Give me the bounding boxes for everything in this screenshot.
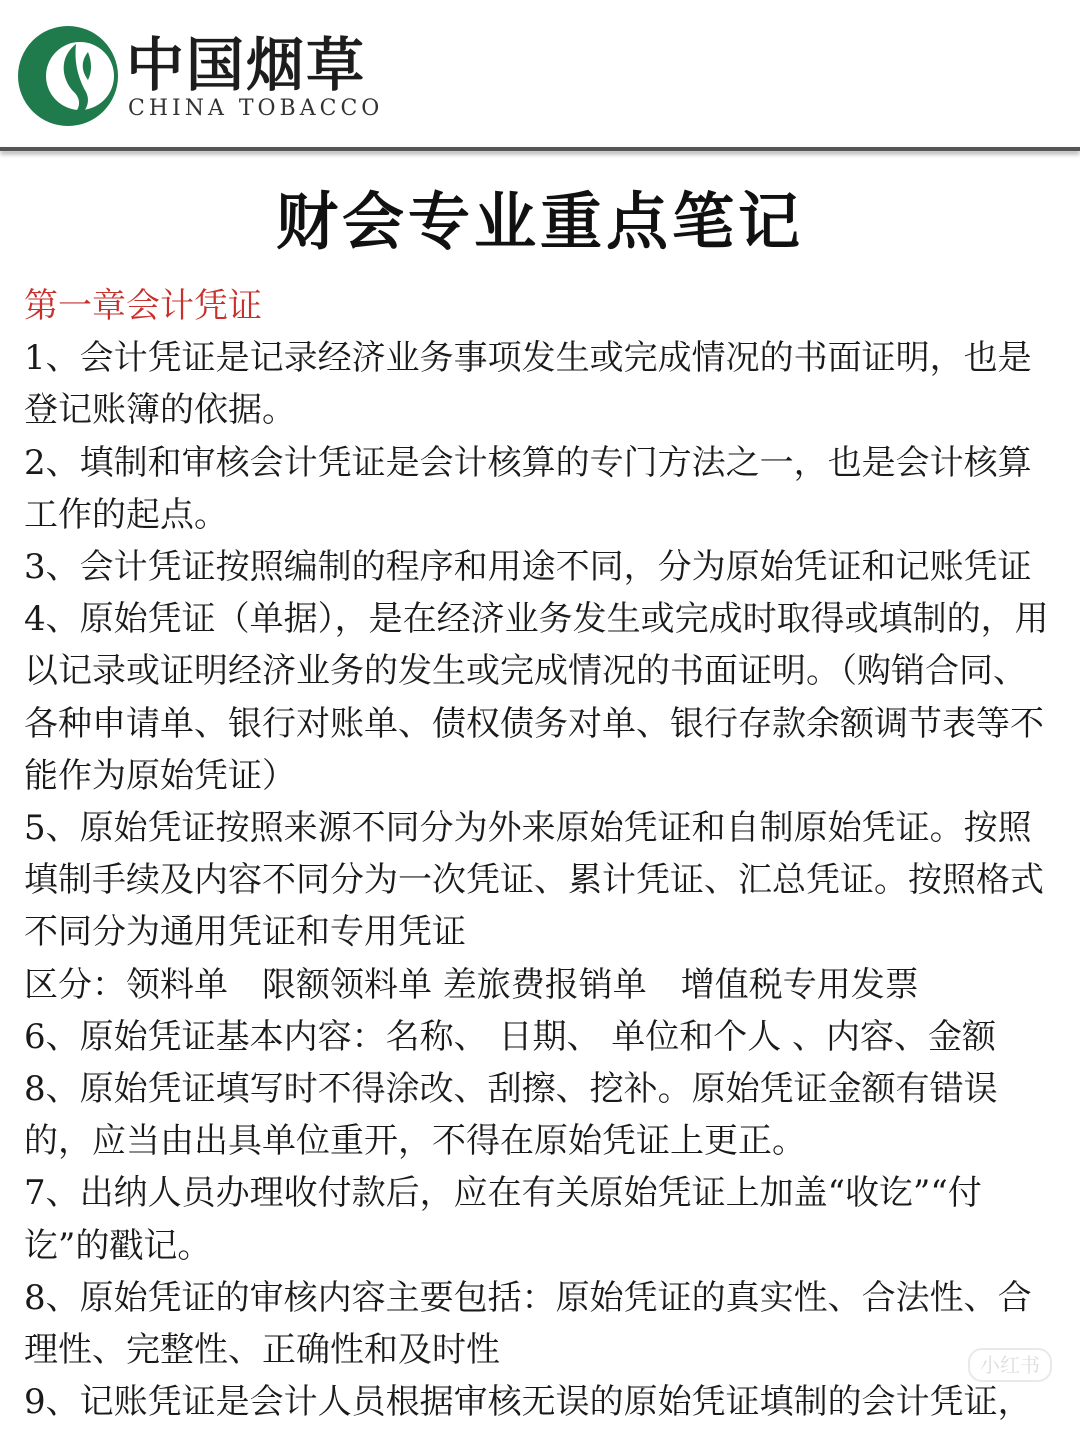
note-paragraph: 6、原始凭证基本内容：名称、 日期、 单位和个人 、内容、金额 [24,1016,997,1057]
header-divider [0,147,1080,151]
page-title: 财会专业重点笔记 [275,185,804,258]
note-paragraph: 8、原始凭证填写时不得涂改、刮擦、挖补。原始凭证金额有错误的，应当由出具单位重开，不得在原始凭证上更正。 [24,1069,998,1162]
chapter-heading: 第一章会计凭证 [24,286,262,326]
notes-body [24,280,1056,1428]
watermark-badge: 小红书 [968,1348,1052,1382]
brand-name-en: CHINA TOBACCO [128,96,384,121]
note-paragraph: 7、出纳人员办理收付款后，应在有关原始凭证上加盖“收讫”“付讫”的戳记。 [24,1173,982,1266]
note-paragraph: 4、原始凭证（单据），是在经济业务发生或完成时取得或填制的，用以记录或证明经济业务的发生或完成情况的书面证明。（购销合同、各种申请单、银行对账单、债权债务对单、银行存款余额调节表等不能作为原始凭证） [24,599,1049,796]
page-header [0,0,1080,150]
note-paragraph: 5、原始凭证按照来源不同分为外来原始凭证和自制原始凭证。按照填制手续及内容不同分为一次凭证、累计凭证、汇总凭证。按照格式不同分为通用凭证和专用凭证 [24,808,1044,953]
note-paragraph: 2、填制和审核会计凭证是会计核算的专门方法之一，也是会计核算工作的起点。 [24,442,1032,535]
note-paragraph: 9、记账凭证是会计人员根据审核无误的原始凭证填制的会计凭证， [24,1382,1032,1423]
china-tobacco-logo-icon [18,22,118,130]
note-paragraph: 1、会计凭证是记录经济业务事项发生或完成情况的书面证明，也是登记账簿的依据。 [24,338,1032,431]
note-paragraph: 3、会计凭证按照编制的程序和用途不同，分为原始凭证和记账凭证 [24,547,1032,588]
note-paragraph: 8、原始凭证的审核内容主要包括：原始凭证的真实性、合法性、合理性、完整性、正确性和及时性 [24,1277,1032,1371]
note-paragraph: 区分：领料单 限额领料单 差旅费报销单 增值税专用发票 [24,964,919,1005]
brand-name-cn: 中国烟草 [126,31,367,99]
